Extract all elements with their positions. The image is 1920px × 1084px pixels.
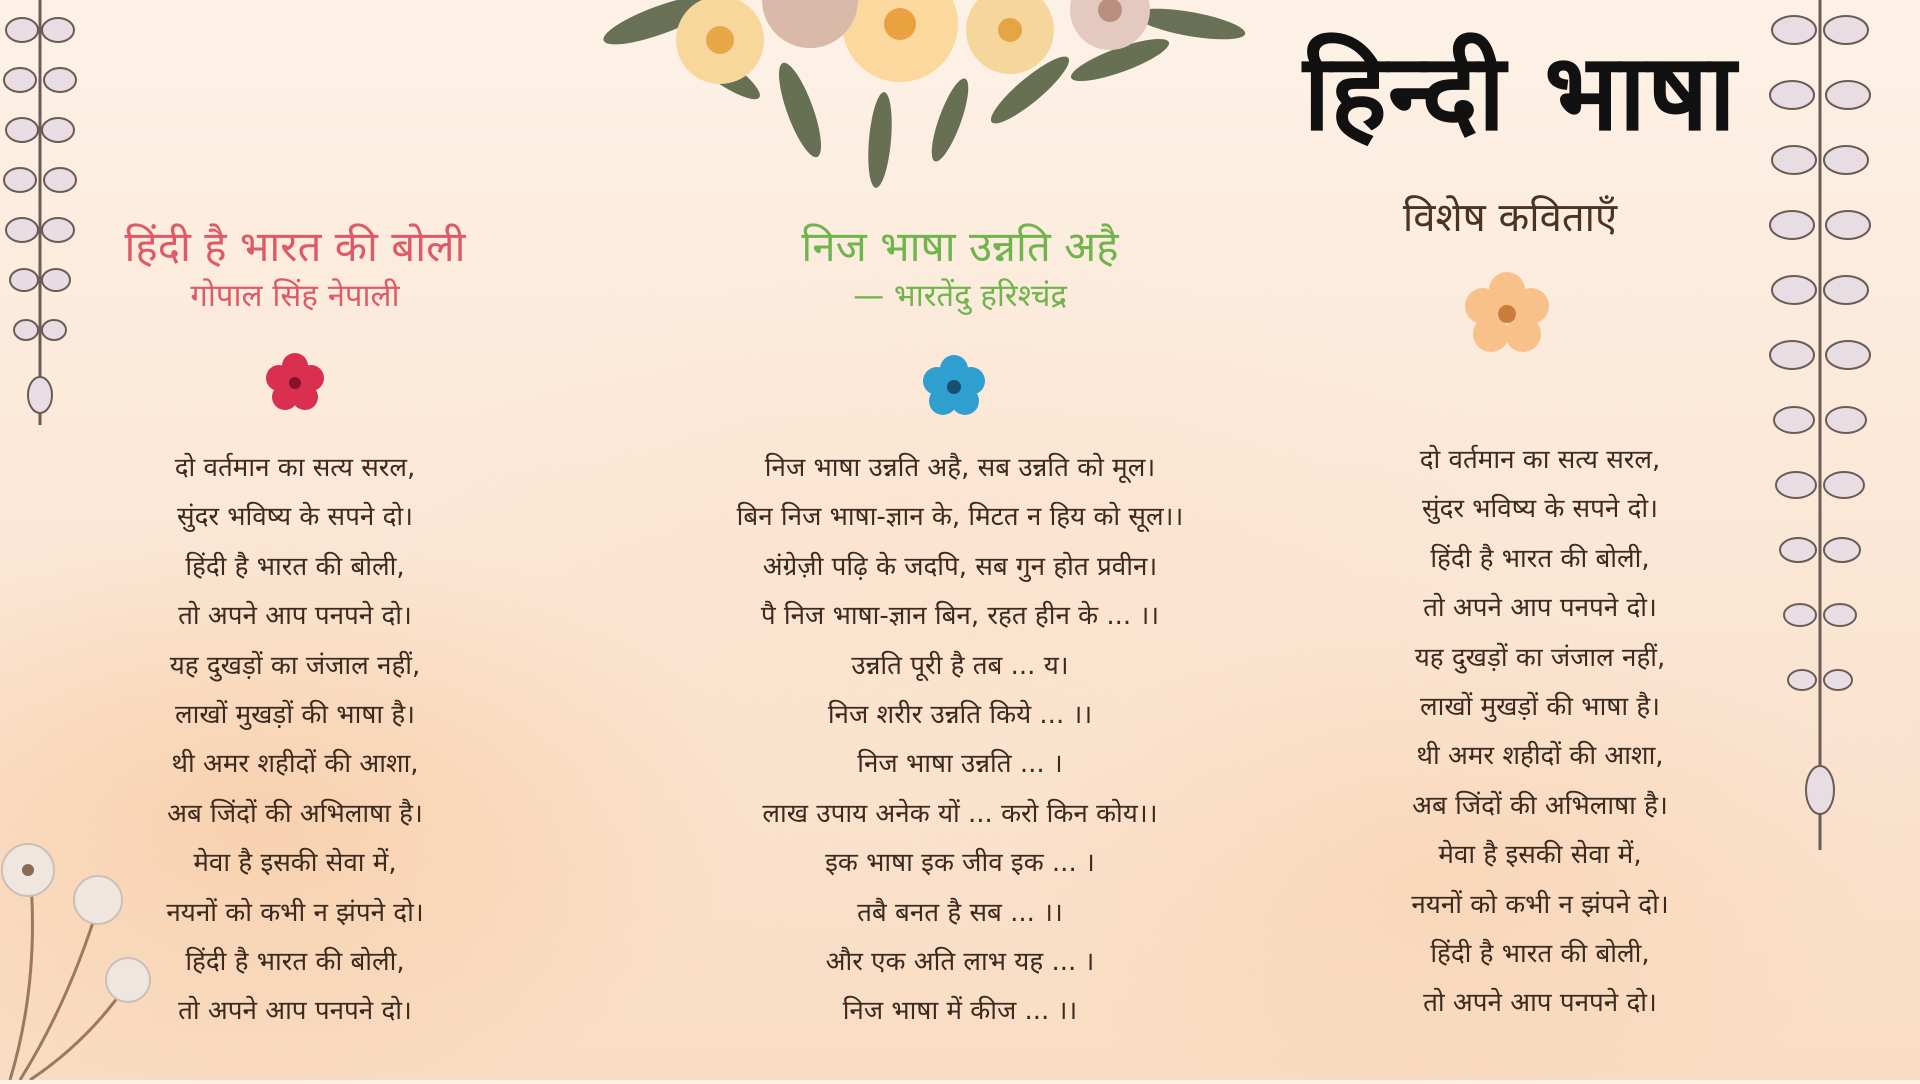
poem-line: सुंदर भविष्य के सपने दो।: [177, 502, 413, 533]
poem-line: बिन निज भाषा-ज्ञान के, मिटत न हिय को सूल।।: [736, 502, 1184, 533]
poem-lines-2: [660, 444, 1260, 1037]
poem-lines-3: [1330, 436, 1750, 1029]
poem-line: निज भाषा उन्नति ... ।: [857, 749, 1063, 780]
poem-line: यह दुखड़ों का जंजाल नहीं,: [169, 650, 421, 681]
poem-lines-1: [80, 444, 510, 1037]
poem-line: उन्नति पूरी है तब ... य।: [851, 650, 1069, 681]
poem-line: तबै बनत है सब ... ।।: [857, 897, 1063, 928]
poem-line: निज भाषा में कीज ... ।।: [842, 996, 1078, 1027]
poem-author: गोपाल सिंह नेपाली: [190, 278, 400, 315]
poem-line: दो वर्तमान का सत्य सरल,: [174, 453, 416, 483]
poem-line: तो अपने आप पनपने दो।: [178, 996, 412, 1027]
poem-line: अब जिंदों की अभिलाषा है।: [167, 798, 423, 829]
poem-line: निज शरीर उन्नति किये ... ।।: [827, 700, 1093, 731]
floral-bouquet-decoration: [590, 0, 1250, 200]
poem-author: — भारतेंदु हरिश्चंद्र: [853, 278, 1067, 315]
poem-line: थी अमर शहीदों की आशा,: [1416, 741, 1664, 772]
poem-line: अब जिंदों की अभिलाषा है।: [1412, 790, 1668, 821]
page-title: हिन्दी भाषा: [1303, 29, 1737, 154]
poem-line: हिंदी है भारत की बोली,: [185, 551, 405, 582]
left-garland-decoration: [0, 0, 90, 430]
floral-bouquet-icon: [590, 0, 1250, 200]
hanging-garland-icon: [0, 0, 90, 430]
poem-title: निज भाषा उन्नति अहै: [801, 222, 1119, 271]
poem-line: मेवा है इसकी सेवा में,: [1438, 840, 1642, 871]
page-subtitle: विशेष कविताएँ: [1402, 195, 1618, 241]
poem-line: नयनों को कभी न झंपने दो।: [1411, 889, 1669, 920]
poem-line: दो वर्तमान का सत्य सरल,: [1419, 445, 1661, 475]
poem-line: तो अपने आप पनपने दो।: [1423, 988, 1657, 1019]
poem-column-1: [80, 222, 510, 316]
poem-line: अंग्रेज़ी पढ़ि के जदपि, सब गुन होत प्रवीन।: [762, 551, 1158, 582]
poem-line: तो अपने आप पनपने दो।: [178, 601, 412, 632]
peach-flower-icon: [1463, 272, 1551, 358]
poem-line: तो अपने आप पनपने दो।: [1423, 593, 1657, 624]
pink-hibiscus-icon: [265, 352, 325, 412]
poem-line: निज भाषा उन्नति अहै, सब उन्नति को मूल।: [764, 453, 1156, 483]
poem-title: हिंदी है भारत की बोली: [124, 222, 466, 271]
poem-line: और एक अति लाभ यह ... ।: [825, 947, 1095, 978]
poem-line: नयनों को कभी न झंपने दो।: [166, 897, 424, 928]
poem-line: हिंदी है भारत की बोली,: [1430, 939, 1650, 970]
blue-flower-icon: [923, 355, 985, 417]
poem-line: इक भाषा इक जीव इक ... ।: [825, 848, 1095, 879]
poem-line: हिंदी है भारत की बोली,: [1430, 543, 1650, 574]
poem-line: पै निज भाषा-ज्ञान बिन, रहत हीन के ... ।।: [760, 601, 1160, 632]
poem-line: हिंदी है भारत की बोली,: [185, 947, 405, 978]
poem-line: थी अमर शहीदों की आशा,: [171, 749, 419, 780]
poem-column-2: [660, 222, 1260, 316]
poem-line: लाख उपाय अनेक यों ... करो किन कोय।।: [762, 798, 1158, 829]
poem-line: लाखों मुखड़ों की भाषा है।: [174, 700, 416, 731]
poem-line: यह दुखड़ों का जंजाल नहीं,: [1414, 642, 1666, 673]
poem-line: लाखों मुखड़ों की भाषा है।: [1419, 692, 1661, 723]
poem-line: सुंदर भविष्य के सपने दो।: [1422, 494, 1658, 525]
poem-line: मेवा है इसकी सेवा में,: [193, 848, 397, 879]
